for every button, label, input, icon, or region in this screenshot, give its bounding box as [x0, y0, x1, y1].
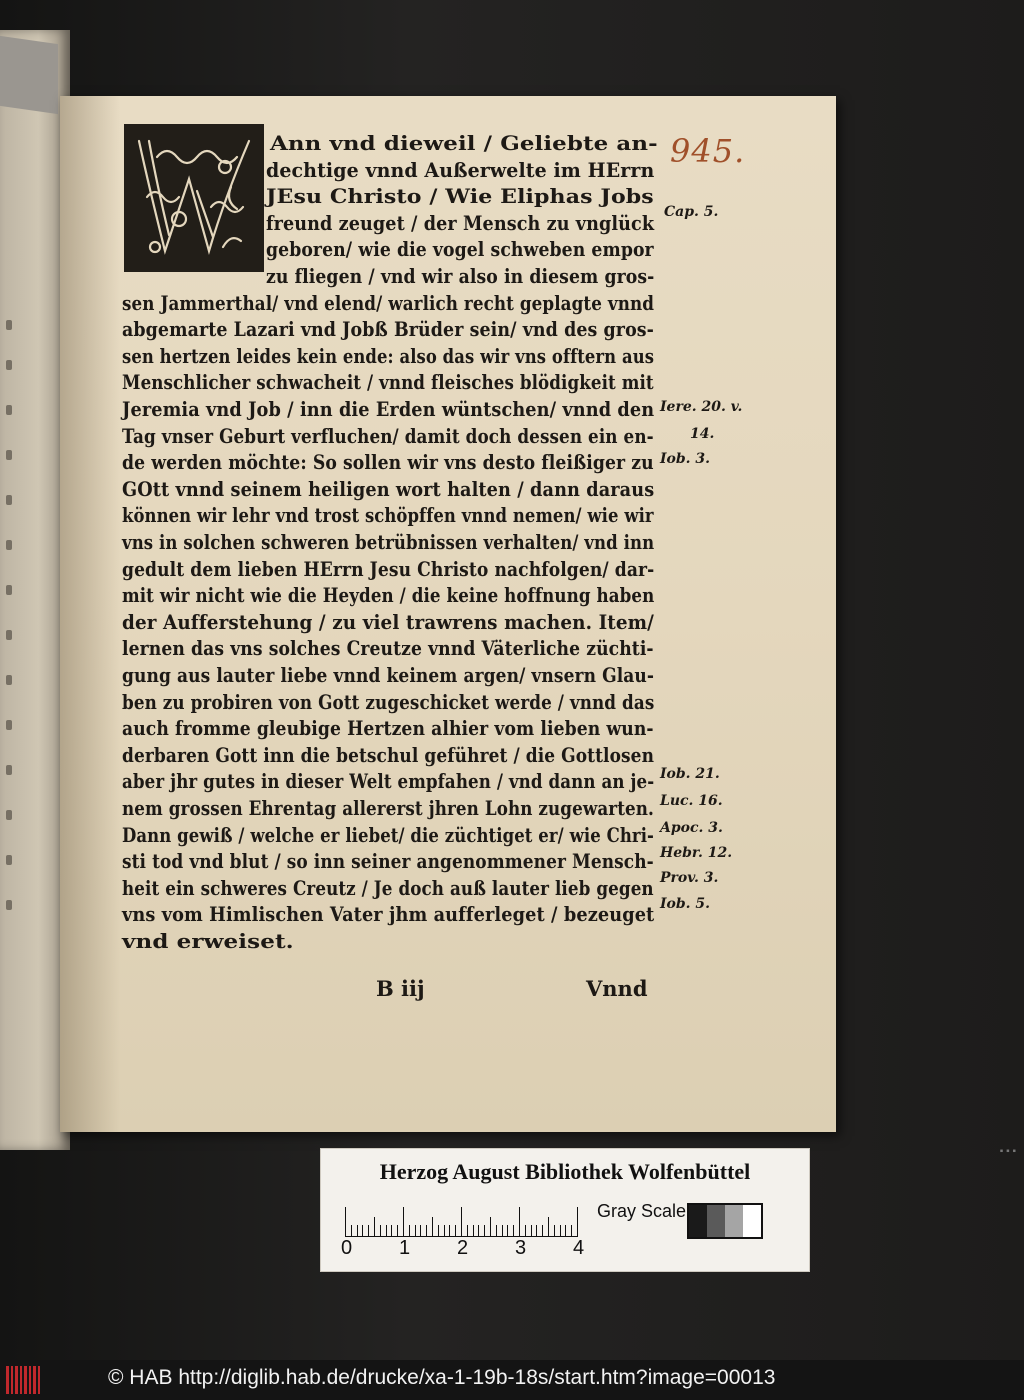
text-line: Tag vnser Geburt verfluchen/ damit doch dessen ein en- [122, 423, 654, 448]
text-line: Dann gewiß / welche er liebet/ die züchtiget er/ wie Chri- [122, 822, 654, 847]
ruler-number: 2 [457, 1237, 469, 1259]
ruler-tick [420, 1225, 421, 1237]
ruler-tick [368, 1225, 369, 1237]
ruler-tick [496, 1225, 497, 1237]
ruler-tick [449, 1225, 450, 1237]
ruler-tick [565, 1225, 566, 1237]
gray-scale-swatches [687, 1203, 763, 1239]
edge-mark [6, 360, 12, 370]
copyright-url[interactable]: © HAB http://diglib.hab.de/drucke/xa-1-19b-18s/start.htm?image=00013 [108, 1366, 776, 1389]
text-line: sen hertzen leides kein ende: also das wir vns offtern aus [122, 343, 655, 368]
page-tab [0, 36, 58, 114]
text-line: auch fromme gleubige Hertzen alhier vom lieben wun- [122, 716, 654, 741]
ruler-tick [374, 1217, 375, 1237]
margin-reference: Iob. 5. [660, 896, 711, 912]
ruler-tick [351, 1225, 352, 1237]
text-line: abgemarte Lazari vnd Jobß Brüder sein/ vnd des gros- [122, 317, 654, 342]
ruler-tick [455, 1225, 456, 1237]
ruler-tick [362, 1225, 363, 1237]
ruler-tick [409, 1225, 410, 1237]
text-line: gedult dem lieben HErrn Jesu Christo nachfolgen/ dar- [122, 556, 655, 581]
margin-reference: Iob. 21. [660, 766, 720, 782]
gray-swatch [725, 1205, 743, 1237]
text-line: vns vom Himlischen Vater jhm aufferleget / bezeuget [122, 902, 655, 927]
edge-mark [6, 630, 12, 640]
margin-reference: Apoc. 3. [660, 820, 723, 836]
edge-mark [6, 675, 12, 685]
ruler-tick [571, 1225, 572, 1237]
text-line: lernen das vns solches Creutze vnnd Väterliche züchti- [122, 636, 654, 661]
edge-mark [6, 540, 12, 550]
edge-mark [6, 720, 12, 730]
ruler-tick [444, 1225, 445, 1237]
hab-logo-icon [6, 1366, 40, 1394]
text-line: der Aufferstehung / zu viel trawrens machen. Item/ [122, 609, 654, 634]
centimeter-ruler [345, 1201, 595, 1237]
text-line: sen Jammerthal/ vnd elend/ warlich recht geplagte vnnd [122, 290, 655, 315]
text-line: de werden möchte: So sollen wir vns desto fleißiger zu [122, 450, 654, 475]
ruler-tick [577, 1207, 578, 1237]
ruler-tick [403, 1207, 404, 1237]
text-line: zu fliegen / vnd wir also in diesem gros- [266, 264, 655, 288]
ruler-tick [478, 1225, 479, 1237]
ruler-tick [531, 1225, 532, 1237]
gray-swatch [743, 1205, 761, 1237]
ruler-tick [554, 1225, 555, 1237]
edge-mark [6, 765, 12, 775]
ruler-tick [560, 1225, 561, 1237]
text-line: Jeremia vnd Job / inn die Erden wüntschen/ vnnd den [122, 397, 655, 421]
library-name: Herzog August Bibliothek Wolfenbüttel [379, 1159, 751, 1184]
edge-mark [6, 495, 12, 505]
margin-reference: 14. [690, 426, 715, 442]
margin-reference: Iere. 20. v. [660, 399, 743, 415]
edge-mark [6, 810, 12, 820]
ruler-tick [542, 1225, 543, 1237]
ruler-tick [490, 1217, 491, 1237]
ruler-tick [473, 1225, 474, 1237]
ruler-tick [391, 1225, 392, 1237]
text-line: aber jhr gutes in dieser Welt empfahen / vnd dann an je- [122, 769, 655, 794]
edge-mark [6, 405, 12, 415]
gray-swatch [689, 1205, 707, 1237]
edge-mark [6, 900, 12, 910]
margin-reference: Luc. 16. [660, 793, 723, 809]
ruler-tick [484, 1225, 485, 1237]
text-line: sti tod vnd blut / so inn seiner angenommener Mensch- [122, 849, 654, 874]
ruler-number: 3 [515, 1237, 527, 1259]
edge-mark [6, 450, 12, 460]
gray-swatch [707, 1205, 725, 1237]
text-line: derbaren Gott inn die betschul geführet / die Gottlosen [122, 742, 655, 767]
catchword: Vnnd [586, 976, 648, 1001]
text-line: dechtige vnnd Außerwelte im HErrn [266, 157, 655, 182]
ruler-number: 1 [399, 1237, 411, 1259]
ruler-tick [357, 1225, 358, 1237]
ruler-tick [467, 1225, 468, 1237]
text-line: Menschlicher schwacheit / vnnd fleisches blödigkeit mit [122, 370, 654, 395]
gray-scale-label: Gray Scale [597, 1201, 687, 1221]
edge-mark [6, 585, 12, 595]
text-line: nem grossen Ehrentag allererst jhren Lohn zugewarten. [122, 796, 654, 820]
ruler-tick [345, 1207, 346, 1237]
margin-reference: Cap. 5. [664, 204, 719, 220]
text-line: JEsu Christo / Wie Eliphas Jobs [266, 184, 654, 209]
margin-reference: Hebr. 12. [660, 845, 733, 861]
ruler-tick [461, 1207, 462, 1237]
handwritten-shelfmark: 945. [670, 132, 746, 170]
ruler-tick [397, 1225, 398, 1237]
ruler-number: 4 [573, 1237, 585, 1259]
text-line: Ann vnd dieweil / Geliebte an- [270, 131, 658, 155]
text-line: können wir lehr vnd trost schöpffen vnnd nemen/ wie wir [122, 503, 654, 528]
ruler-tick [548, 1217, 549, 1237]
text-line: GOtt vnnd seinem heiligen wort halten / dann daraus [122, 476, 655, 501]
ruler-tick [438, 1225, 439, 1237]
scan-corner-marks: ▪ ▪ ▪ [999, 1146, 1016, 1157]
ruler-tick [432, 1217, 433, 1237]
signature-mark: B iij [376, 976, 425, 1001]
text-line: vnd erweiset. [122, 929, 294, 953]
ruler-tick [386, 1225, 387, 1237]
text-line: mit wir nicht wie die Heyden / die keine hoffnung haben [122, 583, 655, 608]
ruler-tick [525, 1225, 526, 1237]
margin-reference: Prov. 3. [660, 870, 719, 886]
edge-mark [6, 320, 12, 330]
decorated-initial-w [124, 124, 264, 272]
ruler-tick [380, 1225, 381, 1237]
text-line: gung aus lauter liebe vnnd keinem argen/ vnsern Glau- [122, 663, 655, 687]
margin-reference: Iob. 3. [660, 451, 711, 467]
text-line: geboren/ wie die vogel schweben empor [266, 237, 654, 262]
ruler-tick [513, 1225, 514, 1237]
ruler-tick [507, 1225, 508, 1237]
text-line: freund zeuget / der Mensch zu vnglück [266, 210, 655, 235]
ruler-number: 0 [341, 1237, 353, 1259]
ruler-tick [415, 1225, 416, 1237]
edge-mark [6, 855, 12, 865]
text-line: vns in solchen schweren betrübnissen verhalten/ vnd inn [122, 530, 655, 554]
ruler-tick [426, 1225, 427, 1237]
ruler-tick [536, 1225, 537, 1237]
ruler-tick [502, 1225, 503, 1237]
text-line: heit ein schweres Creutz / Je doch auß lauter lieb gegen [122, 875, 654, 900]
color-scale-card [320, 1148, 810, 1272]
text-line: ben zu probiren von Gott zugeschicket werde / vnnd das [122, 689, 655, 714]
ruler-tick [519, 1207, 520, 1237]
